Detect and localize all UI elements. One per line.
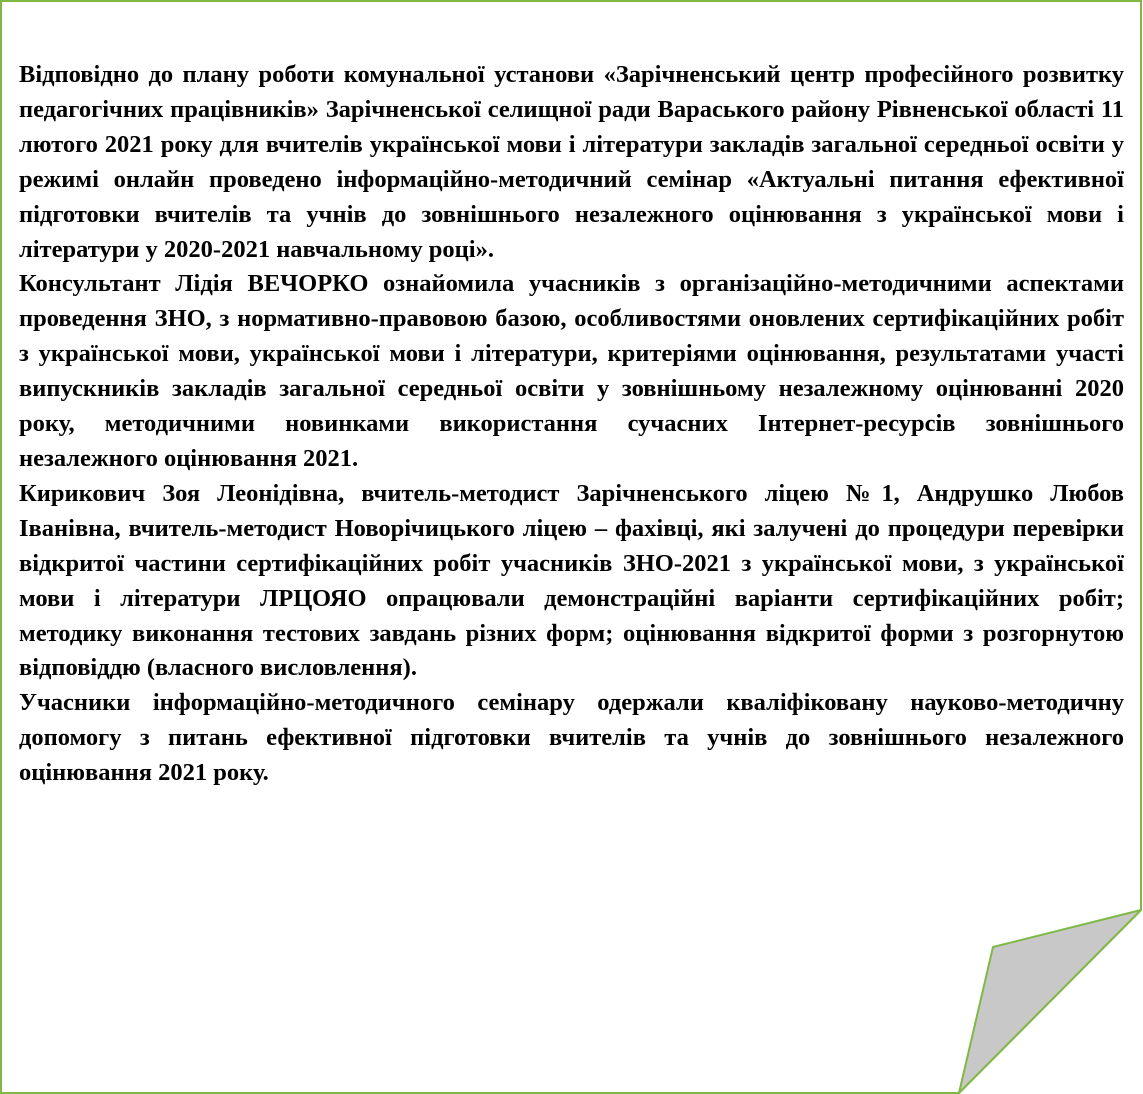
paragraph-participants: Учасники інформаційно-методичного семінару одержали кваліфіковану науково-методичну допомогу з питань ефективної підготовки вчителів та учнів до зовнішнього незалежного оцінювання 2021 року.	[19, 689, 1124, 787]
paragraph-consultant: Консультант Лідія ВЕЧОРКО ознайомила учасників з організаційно-методичними аспектами проведення ЗНО, з нормативно-правовою базою, особливостями оновлених сертифікаційних робіт з української мови, української мови і літератури, критеріями оцінювання, результатами участі випускників закладів загальної середньої освіти у зовнішньому незалежному оцінюванні 2020 року, методичними новинками використання сучасних Інтернет-ресурсів зовнішнього незалежного оцінювання 2021.	[19, 270, 1124, 472]
article-text	[19, 58, 1124, 791]
paragraph-teachers: Кирикович Зоя Леонідівна, вчитель-методист Зарічненського ліцею №1, Андрушко Любов Іванівна, вчитель-методист Новорічицького ліцею – фахівці, які залучені до процедури перевірки відкритої частини сертифікаційних робіт учасників ЗНО-2021 з української мови, з української мови і літератури ЛРЦОЯО опрацювали демонстраційні варіанти сертифікаційних робіт; методику виконання тестових завдань різних форм; оцінювання відкритої форми з розгорнутою відповіддю (власного висловлення).	[19, 479, 1124, 682]
paragraph-seminar-intro: Відповідно до плану роботи комунальної установи «Зарічненський центр професійного розвитку педагогічних працівників» Зарічненської селищної ради Вараського району Рівненської області 11 лютого 2021 року для вчителів української мови і літератури закладів загальної середньої освіти у режимі онлайн проведено інформаційно-методичний семінар «Актуальні питання ефективної підготовки вчителів та учнів до зовнішнього незалежного оцінювання з української мови і літератури у 2020-2021 навчальному році».	[19, 61, 1124, 263]
